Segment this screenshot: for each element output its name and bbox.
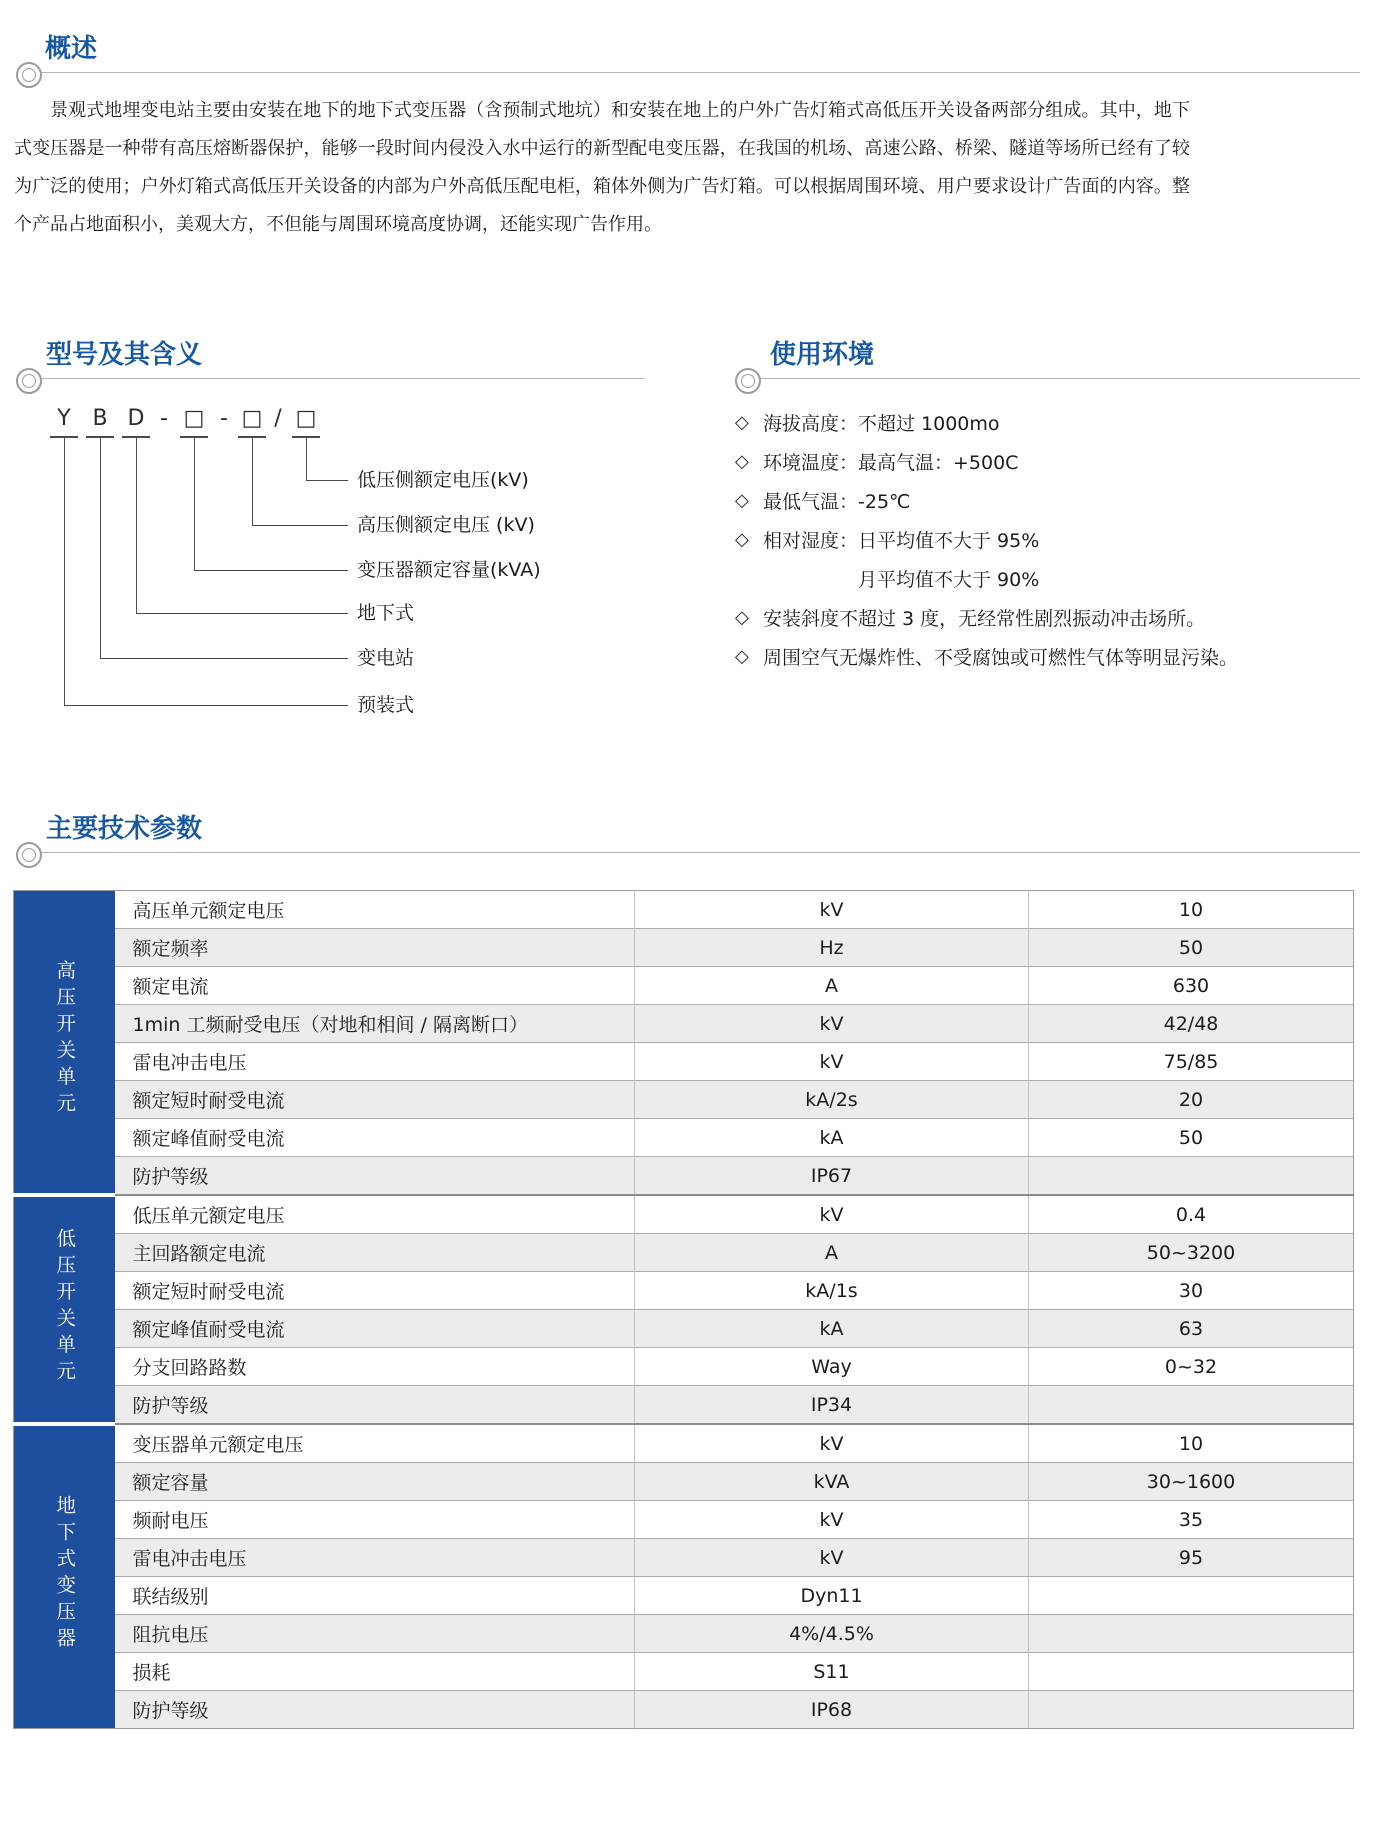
param-cell: 雷电冲击电压 — [115, 1043, 635, 1081]
overview-section-title: 概述 — [45, 34, 98, 64]
environment-item — [735, 598, 1360, 637]
diamond-bullet-icon: ◇ — [735, 607, 749, 628]
param-cell: 阻抗电压 — [115, 1615, 635, 1653]
value-cell: 0~32 — [1029, 1348, 1354, 1386]
diagram-connector — [252, 437, 253, 525]
unit-cell: kA/2s — [635, 1081, 1029, 1119]
value-cell: 63 — [1029, 1310, 1354, 1348]
unit-cell: S11 — [635, 1653, 1029, 1691]
value-cell — [1029, 1691, 1354, 1729]
value-cell — [1029, 1653, 1354, 1691]
value-cell: 75/85 — [1029, 1043, 1354, 1081]
table-row — [14, 1615, 1354, 1653]
param-cell: 高压单元额定电压 — [115, 891, 635, 929]
section-ring-icon — [16, 368, 42, 394]
unit-cell: A — [635, 967, 1029, 1005]
value-cell: 42/48 — [1029, 1005, 1354, 1043]
value-cell: 50~3200 — [1029, 1234, 1354, 1272]
unit-cell: Hz — [635, 929, 1029, 967]
param-cell: 防护等级 — [115, 1386, 635, 1425]
value-cell: 30~1600 — [1029, 1463, 1354, 1501]
environment-list — [735, 403, 1360, 676]
table-row — [14, 967, 1354, 1005]
model-code-letter: B — [92, 406, 108, 431]
model-code-hyphen: - — [220, 406, 228, 431]
environment-item — [735, 520, 1360, 559]
environment-item — [735, 481, 1360, 520]
param-cell: 额定频率 — [115, 929, 635, 967]
diagram-connector — [136, 613, 348, 614]
value-cell: 10 — [1178, 898, 1204, 921]
value-cell: 95 — [1029, 1539, 1354, 1577]
param-cell: 额定峰值耐受电流 — [115, 1119, 635, 1157]
model-diagram-label: 地下式 — [357, 602, 415, 624]
param-cell: 额定电流 — [115, 967, 635, 1005]
param-cell: 额定短时耐受电流 — [115, 1272, 635, 1310]
table-row — [14, 1119, 1354, 1157]
parameters-table — [13, 890, 1354, 1729]
value-cell: 0.4 — [1029, 1195, 1354, 1234]
table-row — [14, 1386, 1354, 1425]
model-code-hyphen: - — [160, 406, 168, 431]
param-cell: 低压单元额定电压 — [115, 1195, 635, 1234]
value-cell — [1029, 1157, 1354, 1196]
environment-item-text: 安装斜度不超过 3 度，无经常性剧烈振动冲击场所。 — [763, 608, 1206, 630]
section-ring-icon — [16, 62, 42, 88]
placeholder-box-glyph: □ — [241, 406, 263, 431]
value-cell: 20 — [1029, 1081, 1354, 1119]
model-diagram-label: 高压侧额定电压 (kV) — [357, 514, 535, 536]
param-cell: 雷电冲击电压 — [115, 1539, 635, 1577]
unit-cell: IP67 — [635, 1157, 1029, 1196]
group-label-cell — [14, 1195, 115, 1424]
unit-cell: kV — [635, 1501, 1029, 1539]
param-cell: 损耗 — [115, 1653, 635, 1691]
environment-item — [735, 442, 1360, 481]
value-cell — [1029, 1615, 1354, 1653]
parameters-section-title: 主要技术参数 — [46, 814, 203, 844]
diamond-bullet-icon: ◇ — [735, 451, 749, 472]
param-cell: 主回路额定电流 — [115, 1234, 635, 1272]
diagram-connector — [136, 437, 137, 613]
model-section-title: 型号及其含义 — [46, 340, 203, 370]
overview-paragraph: 景观式地埋变电站主要由安装在地下的地下式变压器（含预制式地坑）和安装在地上的户外广告灯箱式高低压开关设备两部分组成。其中，地下式变压器是一种带有高压熔断器保护，能够一段时间内侵没入水中运行的新型配电变压器，在我国的机场、高速公路、桥梁、隧道等场所已经有了较为广泛的使用；户外灯箱式高低压开关设备的内部为户外高低压配电柜，箱体外侧为广告灯箱。可以根据周围环境、用户要求设计广告面的内容。整个产品占地面积小，美观大方，不但能与周围环境高度协调，还能实现广告作用。 — [14, 100, 1190, 235]
table-row — [14, 1501, 1354, 1539]
unit-cell: kV — [635, 1043, 1029, 1081]
unit-cell: Way — [635, 1348, 1029, 1386]
table-row — [14, 1195, 1354, 1234]
unit-cell: kV — [635, 891, 1029, 929]
param-cell: 联结级别 — [115, 1577, 635, 1615]
table-row — [14, 1081, 1354, 1119]
value-cell — [1029, 1577, 1354, 1615]
group-label-cell — [14, 1424, 115, 1729]
table-row — [14, 1043, 1354, 1081]
param-cell: 额定容量 — [115, 1463, 635, 1501]
unit-cell: A — [635, 1234, 1029, 1272]
group-label: 地下式变压器 — [53, 1495, 77, 1654]
param-cell: 防护等级 — [115, 1157, 635, 1196]
unit-cell: kV — [635, 1424, 1029, 1463]
table-row — [14, 1577, 1354, 1615]
table-row — [14, 1348, 1354, 1386]
environment-item-text: 最低气温：-25℃ — [763, 491, 911, 513]
environment-item-text: 海拔高度：不超过 1000mo — [763, 413, 1000, 435]
environment-item — [735, 637, 1360, 676]
unit-cell: IP34 — [635, 1386, 1029, 1425]
param-cell: 变压器单元额定电压 — [115, 1424, 635, 1463]
model-diagram-label: 低压侧额定电压(kV) — [357, 469, 529, 491]
table-row — [14, 1157, 1354, 1196]
unit-cell: kA — [635, 1119, 1029, 1157]
value-cell — [1029, 1386, 1354, 1425]
unit-cell: kV — [635, 1539, 1029, 1577]
param-cell: 1min 工频耐受电压（对地和相间 / 隔离断口） — [115, 1005, 635, 1043]
unit-cell: kVA — [635, 1463, 1029, 1501]
environment-item-text: 环境温度：最高气温：+500C — [763, 452, 1019, 474]
param-cell: 分支回路路数 — [115, 1348, 635, 1386]
unit-cell: kA — [635, 1310, 1029, 1348]
diagram-connector — [306, 437, 307, 480]
diagram-connector — [194, 570, 348, 571]
diamond-bullet-icon: ◇ — [735, 412, 749, 433]
environment-item — [735, 559, 1360, 598]
environment-item-text: 月平均值不大于 90% — [858, 569, 1040, 591]
model-diagram-label: 变压器额定容量(kVA) — [357, 559, 541, 581]
diagram-connector — [100, 658, 348, 659]
param-cell: 额定短时耐受电流 — [115, 1081, 635, 1119]
section-divider — [40, 72, 1360, 73]
value-cell: 50 — [1029, 1119, 1354, 1157]
table-row — [14, 1234, 1354, 1272]
diagram-connector — [100, 437, 101, 658]
section-divider — [40, 852, 1360, 853]
diagram-connector — [64, 437, 65, 705]
section-ring-icon — [16, 842, 42, 868]
section-ring-icon — [735, 368, 761, 394]
table-row — [14, 891, 1354, 929]
section-divider — [40, 378, 645, 379]
model-diagram-label: 预装式 — [357, 694, 415, 716]
diagram-connector — [306, 480, 348, 481]
diamond-bullet-icon: ◇ — [735, 646, 749, 667]
model-code-slash: / — [274, 406, 282, 431]
environment-item-text: 相对湿度：日平均值不大于 95% — [763, 530, 1040, 552]
diagram-connector — [64, 705, 348, 706]
diamond-bullet-icon: ◇ — [735, 490, 749, 511]
environment-item — [735, 403, 1360, 442]
diamond-bullet-icon: ◇ — [735, 529, 749, 550]
table-row — [14, 1310, 1354, 1348]
group-label: 低压开关单元 — [53, 1227, 77, 1387]
environment-section-title: 使用环境 — [770, 340, 875, 370]
table-row — [14, 1539, 1354, 1577]
table-row — [14, 1653, 1354, 1691]
table-row — [14, 1272, 1354, 1310]
value-cell: 30 — [1029, 1272, 1354, 1310]
section-divider — [759, 378, 1360, 379]
table-row — [14, 1005, 1354, 1043]
table-row — [14, 1424, 1354, 1463]
unit-cell: Dyn11 — [635, 1577, 1029, 1615]
group-label: 高压开关单元 — [53, 960, 77, 1119]
param-cell: 防护等级 — [115, 1691, 635, 1729]
model-code-letter: D — [127, 406, 145, 431]
diagram-connector — [252, 525, 348, 526]
placeholder-box-glyph: □ — [183, 406, 205, 431]
unit-cell: kV — [635, 1005, 1029, 1043]
value-cell: 35 — [1029, 1501, 1354, 1539]
value-cell: 10 — [1029, 1424, 1354, 1463]
unit-cell: kA/1s — [635, 1272, 1029, 1310]
unit-cell: IP68 — [635, 1691, 1029, 1729]
param-cell: 额定峰值耐受电流 — [115, 1310, 635, 1348]
table-row — [14, 929, 1354, 967]
unit-cell: 4%/4.5% — [635, 1615, 1029, 1653]
diagram-connector — [194, 437, 195, 570]
table-row — [14, 1463, 1354, 1501]
group-label-cell — [14, 891, 115, 1196]
param-cell: 频耐电压 — [115, 1501, 635, 1539]
value-cell: 50 — [1029, 929, 1354, 967]
model-code-letter: Y — [57, 406, 71, 431]
table-row — [14, 1691, 1354, 1729]
environment-item-text: 周围空气无爆炸性、不受腐蚀或可燃性气体等明显污染。 — [763, 647, 1239, 669]
value-cell: 630 — [1029, 967, 1354, 1005]
model-diagram-label: 变电站 — [357, 647, 415, 669]
unit-cell: kV — [635, 1195, 1029, 1234]
placeholder-box-glyph: □ — [295, 406, 317, 431]
